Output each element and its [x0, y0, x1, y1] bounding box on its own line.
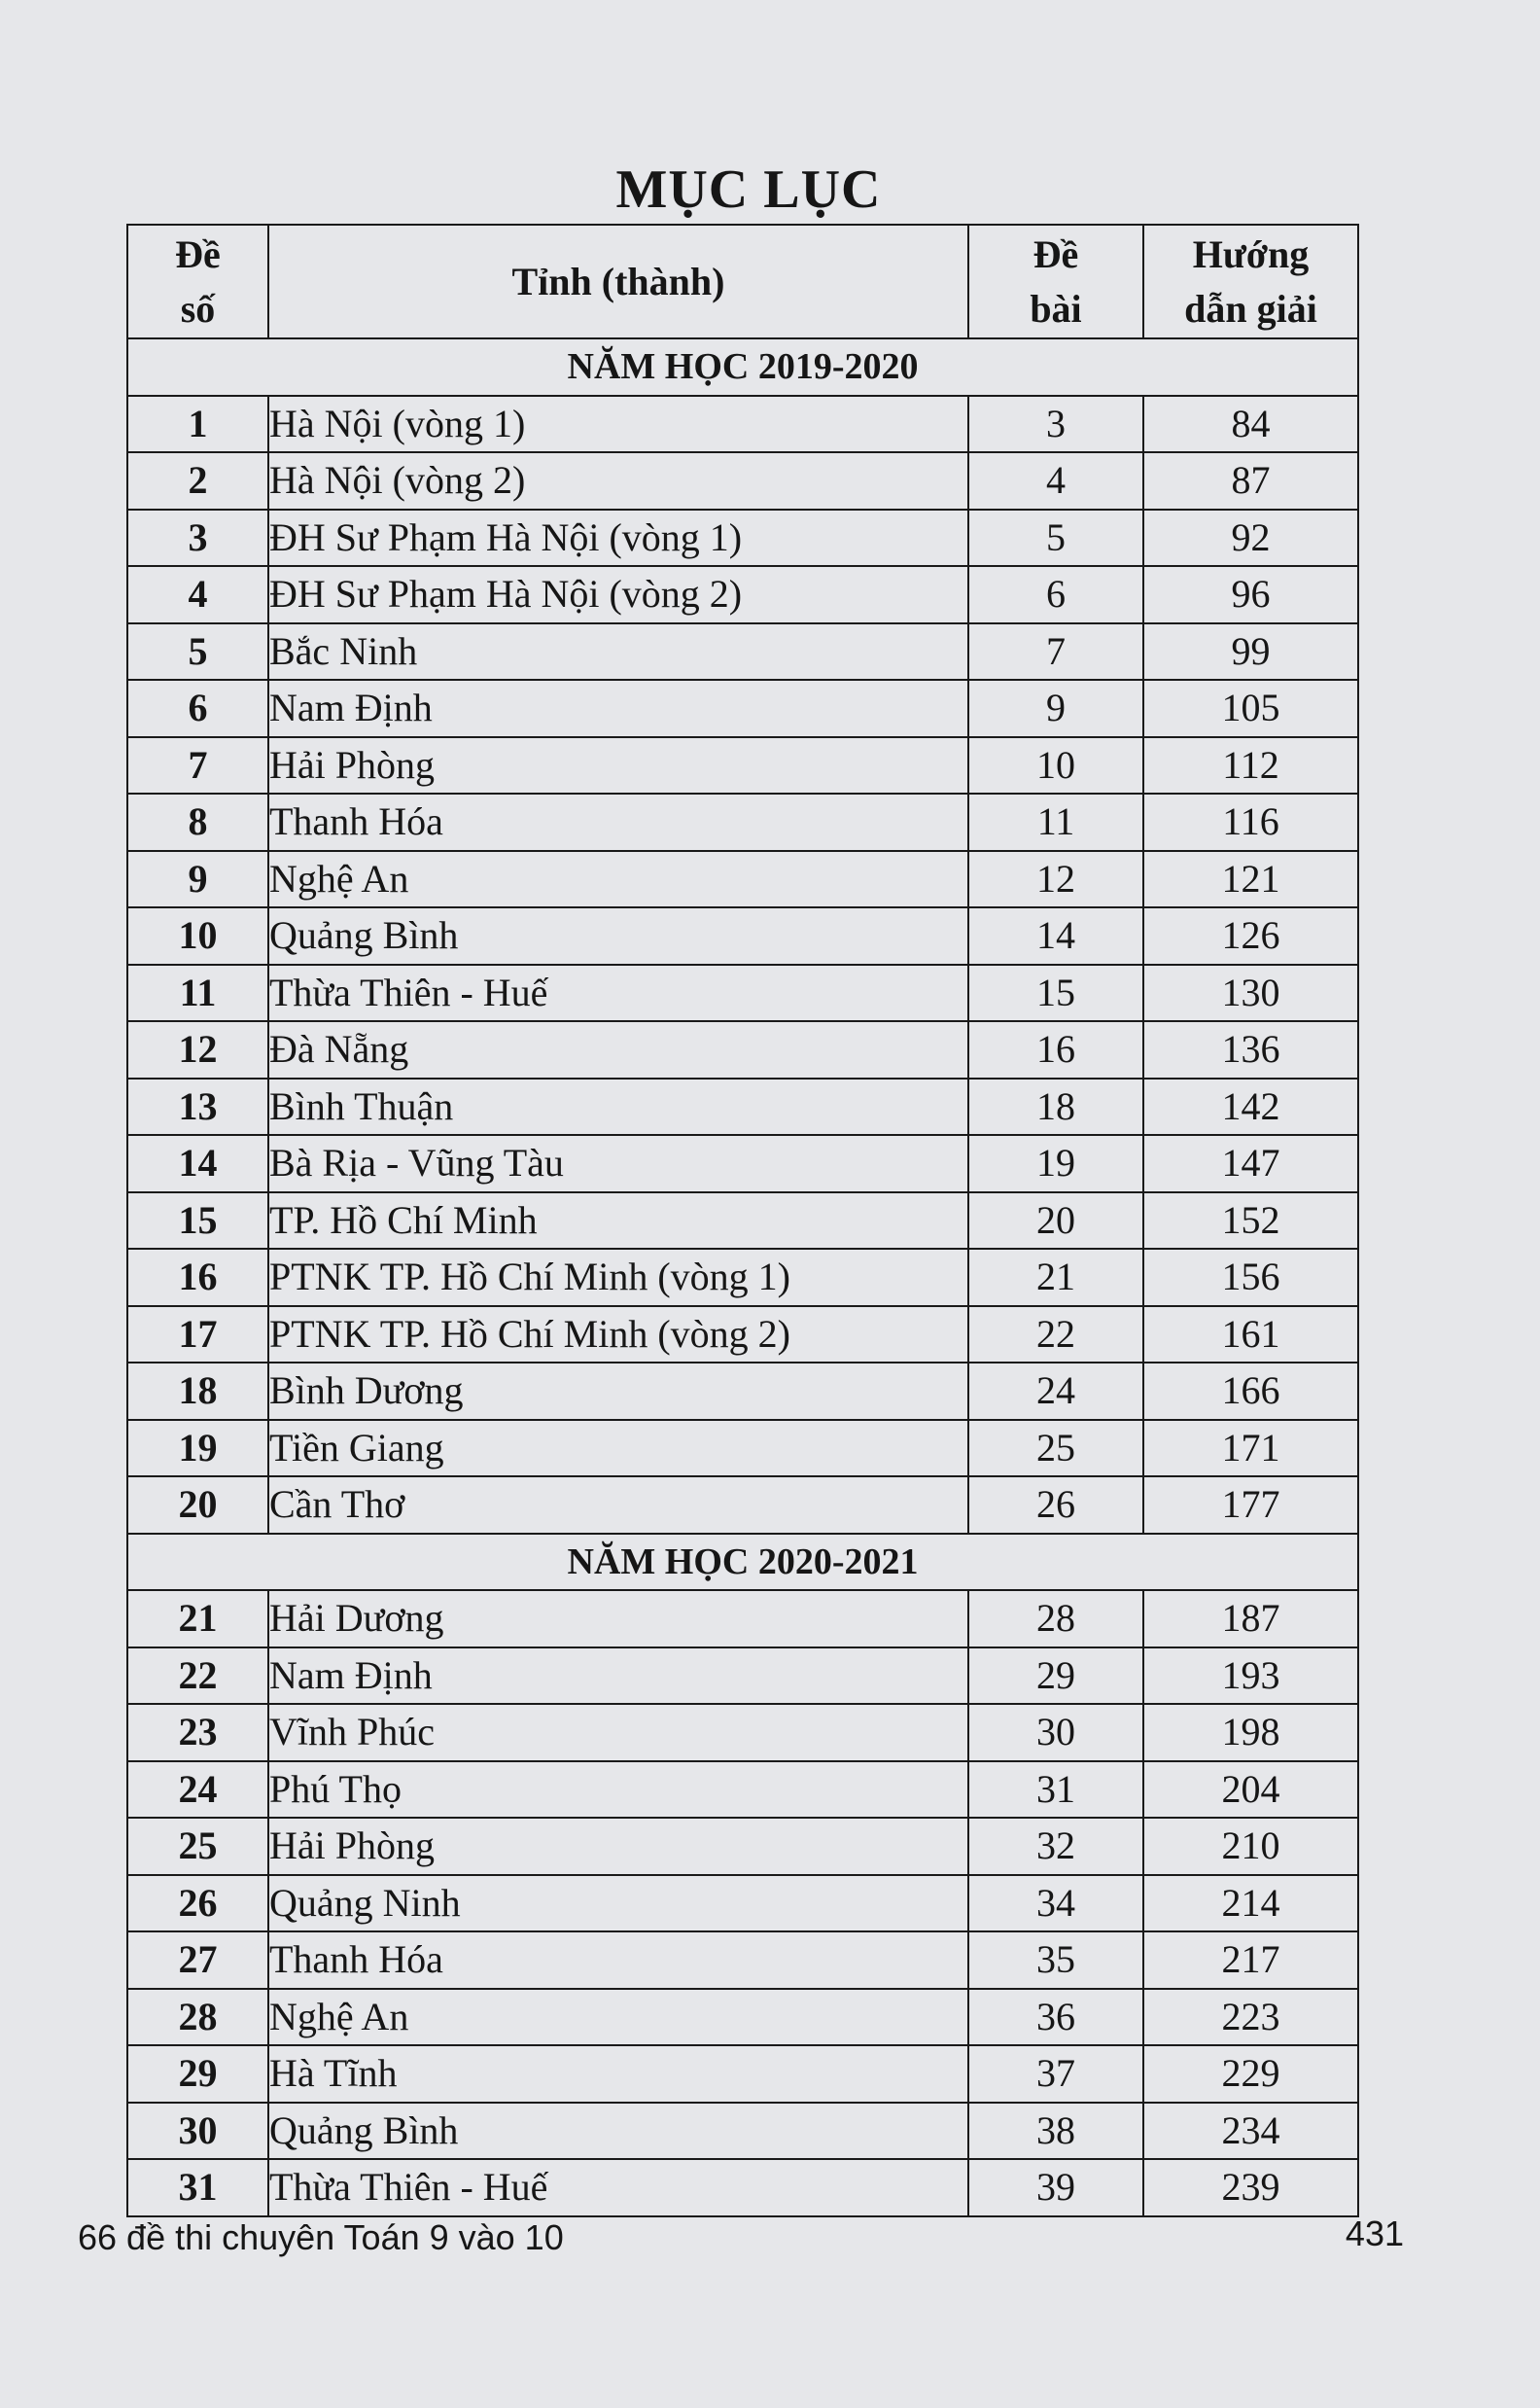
exam-number: 19: [127, 1420, 268, 1477]
exam-page: 18: [968, 1079, 1143, 1136]
exam-page: 29: [968, 1647, 1143, 1705]
solution-page: 116: [1143, 794, 1358, 851]
table-row: [127, 1875, 1358, 1932]
exam-number: 10: [127, 907, 268, 965]
solution-page: 210: [1143, 1818, 1358, 1875]
solution-page: 136: [1143, 1021, 1358, 1079]
province-name: Tiền Giang: [268, 1420, 968, 1477]
province-name: ĐH Sư Phạm Hà Nội (vòng 2): [268, 566, 968, 623]
exam-page: 36: [968, 1989, 1143, 2046]
exam-number: 13: [127, 1079, 268, 1136]
column-header-solution-page: Hướng dẫn giải: [1143, 225, 1358, 338]
solution-page: 217: [1143, 1931, 1358, 1989]
province-name: Bình Dương: [268, 1363, 968, 1420]
province-name: Quảng Bình: [268, 907, 968, 965]
exam-number: 8: [127, 794, 268, 851]
province-name: ĐH Sư Phạm Hà Nội (vòng 1): [268, 510, 968, 567]
solution-page: 177: [1143, 1476, 1358, 1534]
table-row: [127, 1079, 1358, 1136]
province-name: Quảng Ninh: [268, 1875, 968, 1932]
table-row: [127, 510, 1358, 567]
table-header-row: [127, 225, 1358, 338]
exam-page: 11: [968, 794, 1143, 851]
section-heading: NĂM HỌC 2019-2020: [127, 338, 1358, 396]
exam-number: 3: [127, 510, 268, 567]
exam-number: 4: [127, 566, 268, 623]
exam-number: 15: [127, 1192, 268, 1250]
province-name: Bà Rịa - Vũng Tàu: [268, 1135, 968, 1192]
column-header-exam-page: Đề bài: [968, 225, 1143, 338]
province-name: Hà Nội (vòng 2): [268, 452, 968, 510]
table-row: [127, 452, 1358, 510]
solution-page: 204: [1143, 1761, 1358, 1819]
solution-page: 171: [1143, 1420, 1358, 1477]
table-row: [127, 2103, 1358, 2160]
province-name: Đà Nẵng: [268, 1021, 968, 1079]
table-row: [127, 2159, 1358, 2216]
exam-number: 27: [127, 1931, 268, 1989]
table-row: [127, 794, 1358, 851]
solution-page: 142: [1143, 1079, 1358, 1136]
solution-page: 105: [1143, 680, 1358, 737]
exam-number: 17: [127, 1306, 268, 1363]
table-row: [127, 965, 1358, 1022]
solution-page: 214: [1143, 1875, 1358, 1932]
solution-page: 130: [1143, 965, 1358, 1022]
province-name: Hải Dương: [268, 1590, 968, 1647]
province-name: Nam Định: [268, 1647, 968, 1705]
solution-page: 87: [1143, 452, 1358, 510]
exam-page: 3: [968, 396, 1143, 453]
table-row: [127, 396, 1358, 453]
exam-number: 30: [127, 2103, 268, 2160]
table-row: [127, 1931, 1358, 1989]
table-row: [127, 851, 1358, 908]
solution-page: 239: [1143, 2159, 1358, 2216]
province-name: Bình Thuận: [268, 1079, 968, 1136]
province-name: Phú Thọ: [268, 1761, 968, 1819]
solution-page: 121: [1143, 851, 1358, 908]
table-of-contents: [126, 224, 1359, 2217]
exam-number: 1: [127, 396, 268, 453]
column-header-province: Tỉnh (thành): [268, 225, 968, 338]
exam-page: 24: [968, 1363, 1143, 1420]
table-row: [127, 1420, 1358, 1477]
exam-page: 26: [968, 1476, 1143, 1534]
table-row: [127, 623, 1358, 681]
table-row: [127, 907, 1358, 965]
table-row: [127, 1476, 1358, 1534]
exam-number: 6: [127, 680, 268, 737]
table-row: [127, 1647, 1358, 1705]
province-name: Thanh Hóa: [268, 794, 968, 851]
exam-number: 21: [127, 1590, 268, 1647]
exam-number: 28: [127, 1989, 268, 2046]
exam-page: 22: [968, 1306, 1143, 1363]
column-header-number: Đề số: [127, 225, 268, 338]
solution-page: 234: [1143, 2103, 1358, 2160]
exam-page: 20: [968, 1192, 1143, 1250]
exam-number: 12: [127, 1021, 268, 1079]
solution-page: 187: [1143, 1590, 1358, 1647]
exam-number: 14: [127, 1135, 268, 1192]
table-row: [127, 680, 1358, 737]
exam-page: 30: [968, 1704, 1143, 1761]
exam-page: 12: [968, 851, 1143, 908]
province-name: Hải Phòng: [268, 737, 968, 795]
exam-number: 25: [127, 1818, 268, 1875]
solution-page: 126: [1143, 907, 1358, 965]
exam-page: 35: [968, 1931, 1143, 1989]
province-name: Nghệ An: [268, 1989, 968, 2046]
exam-page: 37: [968, 2045, 1143, 2103]
table-row: [127, 737, 1358, 795]
table-body: [127, 338, 1358, 2216]
exam-page: 6: [968, 566, 1143, 623]
solution-page: 99: [1143, 623, 1358, 681]
solution-page: 92: [1143, 510, 1358, 567]
province-name: PTNK TP. Hồ Chí Minh (vòng 2): [268, 1306, 968, 1363]
exam-page: 31: [968, 1761, 1143, 1819]
table-row: [127, 1704, 1358, 1761]
province-name: Nam Định: [268, 680, 968, 737]
province-name: Nghệ An: [268, 851, 968, 908]
exam-page: 34: [968, 1875, 1143, 1932]
exam-page: 14: [968, 907, 1143, 965]
solution-page: 156: [1143, 1249, 1358, 1306]
exam-page: 16: [968, 1021, 1143, 1079]
solution-page: 223: [1143, 1989, 1358, 2046]
exam-page: 7: [968, 623, 1143, 681]
exam-number: 5: [127, 623, 268, 681]
exam-number: 26: [127, 1875, 268, 1932]
exam-number: 31: [127, 2159, 268, 2216]
table-row: [127, 1021, 1358, 1079]
exam-number: 18: [127, 1363, 268, 1420]
exam-number: 20: [127, 1476, 268, 1534]
exam-number: 9: [127, 851, 268, 908]
exam-number: 29: [127, 2045, 268, 2103]
footer-page-number: 431: [1345, 2213, 1404, 2253]
page-title: MỤC LỤC: [615, 159, 882, 220]
solution-page: 112: [1143, 737, 1358, 795]
exam-page: 5: [968, 510, 1143, 567]
exam-number: 16: [127, 1249, 268, 1306]
solution-page: 161: [1143, 1306, 1358, 1363]
province-name: Thừa Thiên - Huế: [268, 2159, 968, 2216]
exam-page: 32: [968, 1818, 1143, 1875]
exam-number: 2: [127, 452, 268, 510]
section-heading-row: [127, 338, 1358, 396]
table-row: [127, 1818, 1358, 1875]
province-name: Quảng Bình: [268, 2103, 968, 2160]
exam-number: 23: [127, 1704, 268, 1761]
province-name: TP. Hồ Chí Minh: [268, 1192, 968, 1250]
solution-page: 198: [1143, 1704, 1358, 1761]
section-heading: NĂM HỌC 2020-2021: [127, 1534, 1358, 1591]
province-name: Cần Thơ: [268, 1476, 968, 1534]
exam-number: 24: [127, 1761, 268, 1819]
table-row: [127, 1306, 1358, 1363]
table-row: [127, 1363, 1358, 1420]
table-row: [127, 1761, 1358, 1819]
exam-page: 19: [968, 1135, 1143, 1192]
province-name: Hà Tĩnh: [268, 2045, 968, 2103]
province-name: Bắc Ninh: [268, 623, 968, 681]
exam-page: 21: [968, 1249, 1143, 1306]
table-row: [127, 566, 1358, 623]
exam-page: 38: [968, 2103, 1143, 2160]
exam-page: 9: [968, 680, 1143, 737]
exam-number: 11: [127, 965, 268, 1022]
table-row: [127, 1135, 1358, 1192]
province-name: PTNK TP. Hồ Chí Minh (vòng 1): [268, 1249, 968, 1306]
province-name: Hải Phòng: [268, 1818, 968, 1875]
exam-page: 28: [968, 1590, 1143, 1647]
exam-page: 10: [968, 737, 1143, 795]
exam-page: 25: [968, 1420, 1143, 1477]
section-heading-row: [127, 1534, 1358, 1591]
province-name: Vĩnh Phúc: [268, 1704, 968, 1761]
solution-page: 147: [1143, 1135, 1358, 1192]
table-row: [127, 1192, 1358, 1250]
table-row: [127, 1989, 1358, 2046]
exam-page: 4: [968, 452, 1143, 510]
solution-page: 96: [1143, 566, 1358, 623]
province-name: Thanh Hóa: [268, 1931, 968, 1989]
footer-book-title: 66 đề thi chuyên Toán 9 vào 10: [78, 2217, 564, 2257]
exam-number: 7: [127, 737, 268, 795]
exam-page: 39: [968, 2159, 1143, 2216]
solution-page: 193: [1143, 1647, 1358, 1705]
table-row: [127, 1590, 1358, 1647]
solution-page: 166: [1143, 1363, 1358, 1420]
solution-page: 84: [1143, 396, 1358, 453]
table-row: [127, 2045, 1358, 2103]
province-name: Hà Nội (vòng 1): [268, 396, 968, 453]
table-row: [127, 1249, 1358, 1306]
province-name: Thừa Thiên - Huế: [268, 965, 968, 1022]
solution-page: 229: [1143, 2045, 1358, 2103]
solution-page: 152: [1143, 1192, 1358, 1250]
exam-number: 22: [127, 1647, 268, 1705]
exam-page: 15: [968, 965, 1143, 1022]
